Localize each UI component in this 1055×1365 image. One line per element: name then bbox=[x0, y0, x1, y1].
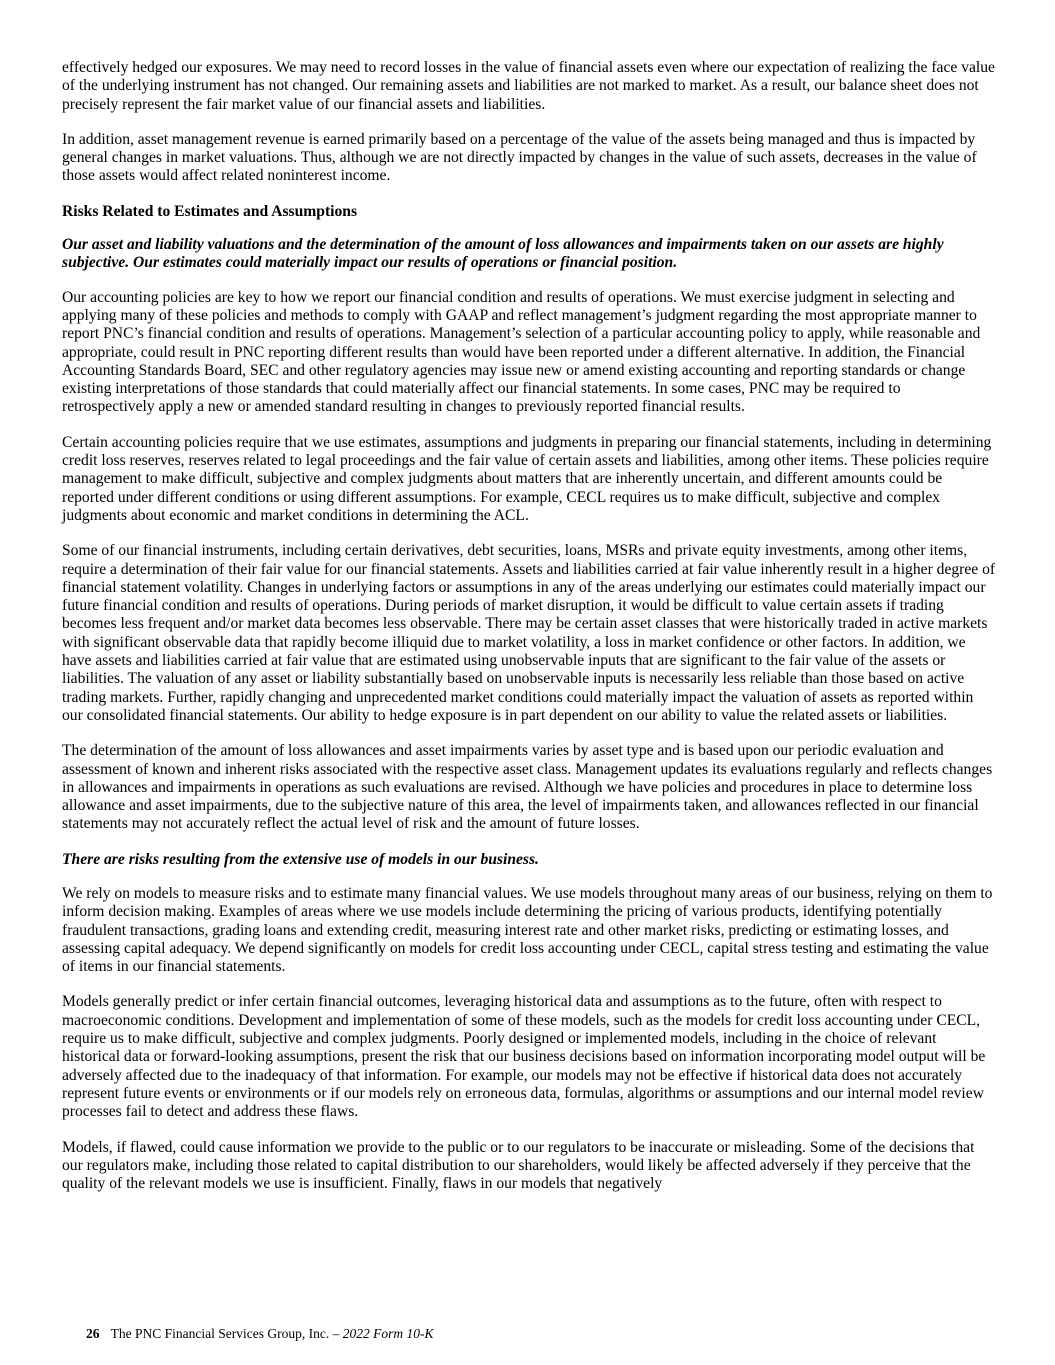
footer-company: The PNC Financial Services Group, Inc. – bbox=[110, 1326, 340, 1341]
paragraph-accounting-policies: Our accounting policies are key to how we report our financial condition and results of operations. We must exercise judgment in selecting and applying many of these policies and methods to comply with GAAP and reflect management’s judgment regarding the most appropriate manner to report PNC’s financial condition and results of operations. Management’s selection of a particular accounting policy to apply, while reasonable and appropriate, could result in PNC reporting different results than would have been reported under a different alternative. In addition, the Financial Accounting Standards Board, SEC and other regulatory agencies may issue new or amend existing accounting and reporting standards or change existing interpretations of those standards that could materially affect our financial statements. In some cases, PNC may be required to retrospectively apply a new or amended standard resulting in changes to previously reported financial results. bbox=[62, 288, 981, 416]
paragraph-flawed-models: Models, if flawed, could cause information we provide to the public or to our regulators to be inaccurate or misleading. Some of the decisions that our regulators make, including those related to capital distribution to our shareholders, would likely be affected adversely if they perceive that the quality of the relevant models we use is insufficient. Finally, flaws in our models that negatively bbox=[62, 1138, 975, 1193]
paragraph-fair-value: Some of our financial instruments, including certain derivatives, debt securities, loans, MSRs and private equity investments, among other items, require a determination of their fair value for our financial statements. Assets and liabilities carried at fair value inherently result in a higher degree of financial statement volatility. Changes in underlying factors or assumptions in any of the areas underlying our estimates could materially impact our future financial condition and results of operations. During periods of market disruption, it would be difficult to value certain assets if trading becomes less frequent and/or market data becomes less observable. There may be certain asset classes that were historically traded in active markets with significant observable data that rapidly become illiquid due to market volatility, a loss in market confidence or other factors. In addition, we have assets and liabilities carried at fair value that are estimated using unobservable inputs that are significant to the fair value of the assets or liabilities. The valuation of any asset or liability substantially based on unobservable inputs is necessarily less reliable than those based on active trading markets. Further, rapidly changing and unprecedented market conditions could materially impact the valuation of assets as reported within our consolidated financial statements. Our ability to hedge exposure is in part dependent on our ability to value the related assets or liabilities. bbox=[62, 542, 996, 724]
paragraph-model-use: We rely on models to measure risks and to estimate many financial values. We use models throughout many areas of our business, relying on them to inform decision making. Examples of areas where we use models include determining the pricing of various products, identifying potentially fraudulent transactions, grading loans and extending credit, measuring interest rate and other market risks, predicting or estimating losses, and assessing capital adequacy. We depend significantly on models for credit loss accounting under CECL, capital stress testing and estimating the value of items in our financial statements. bbox=[62, 884, 993, 976]
risk-factor-title-models: There are risks resulting from the extensive use of models in our business. bbox=[62, 850, 539, 868]
page-number: 26 bbox=[86, 1326, 100, 1341]
paragraph-hedged-exposures: effectively hedged our exposures. We may need to record losses in the value of financial assets even where our expectation of realizing the face value of the underlying instrument has not changed. Our remaining assets and liabilities are not marked to market. As a result, our balance sheet does not precisely represent the fair market value of our financial assets and liabilities. bbox=[62, 59, 995, 113]
paragraph-estimates-assumptions: Certain accounting policies require that we use estimates, assumptions and judgments in preparing our financial statements, including in determining credit loss reserves, reserves related to legal proceedings and the fair value of certain assets and liabilities, among other items. These policies require management to make difficult, subjective and complex judgments about matters that are inherently uncertain, and different amounts could be reported under different conditions or using different assumptions. For example, CECL requires us to make difficult, subjective and complex judgments about economic and market conditions in determining the ACL. bbox=[62, 433, 992, 524]
section-heading: Risks Related to Estimates and Assumptions bbox=[62, 202, 358, 220]
paragraph-loss-allowances: The determination of the amount of loss allowances and asset impairments varies by asset type and is based upon our periodic evaluation and assessment of known and inherent risks associated with the respective asset class. Management updates its evaluations regularly and reflects changes in allowances and impairments in operations as such evaluations are revised. Although we have policies and procedures in place to determine loss allowance and asset impairments, due to the subjective nature of this area, the level of impairments taken, and allowances reflected in our financial statements may not accurately reflect the actual level of risk and the amount of future losses. bbox=[62, 742, 993, 833]
footer-form: 2022 Form 10-K bbox=[342, 1326, 434, 1341]
paragraph-model-predictions: Models generally predict or infer certain financial outcomes, leveraging historical data and assumptions as to the future, often with respect to macroeconomic conditions. Development and implementation of some of these models, such as the models for credit loss accounting under CECL, require us to make difficult, subjective and complex judgments. Poorly designed or implemented models, including in the choice of relevant historical data or forward-looking assumptions, present the risk that our business decisions based on information incorporating model output will be adversely affected due to the inadequacy of that information. For example, our models may not be effective if historical data does not accurately represent future events or environments or if our models rely on erroneous data, formulas, algorithms or assumptions and our internal model review processes fail to detect and address these flaws. bbox=[62, 993, 986, 1121]
document-body bbox=[62, 59, 997, 1210]
paragraph-asset-management-revenue: In addition, asset management revenue is earned primarily based on a percentage of the value of the assets being managed and thus is impacted by general changes in market valuations. Thus, although we are not directly impacted by changes in the value of such assets, decreases in the value of those assets would affect related noninterest income. bbox=[62, 130, 977, 185]
page-footer bbox=[86, 1326, 433, 1342]
risk-factor-title-valuations: Our asset and liability valuations and the determination of the amount of loss allowances and impairments taken on our assets are highly subjective. Our estimates could materially impact our results of operations or financial position. bbox=[62, 236, 944, 272]
